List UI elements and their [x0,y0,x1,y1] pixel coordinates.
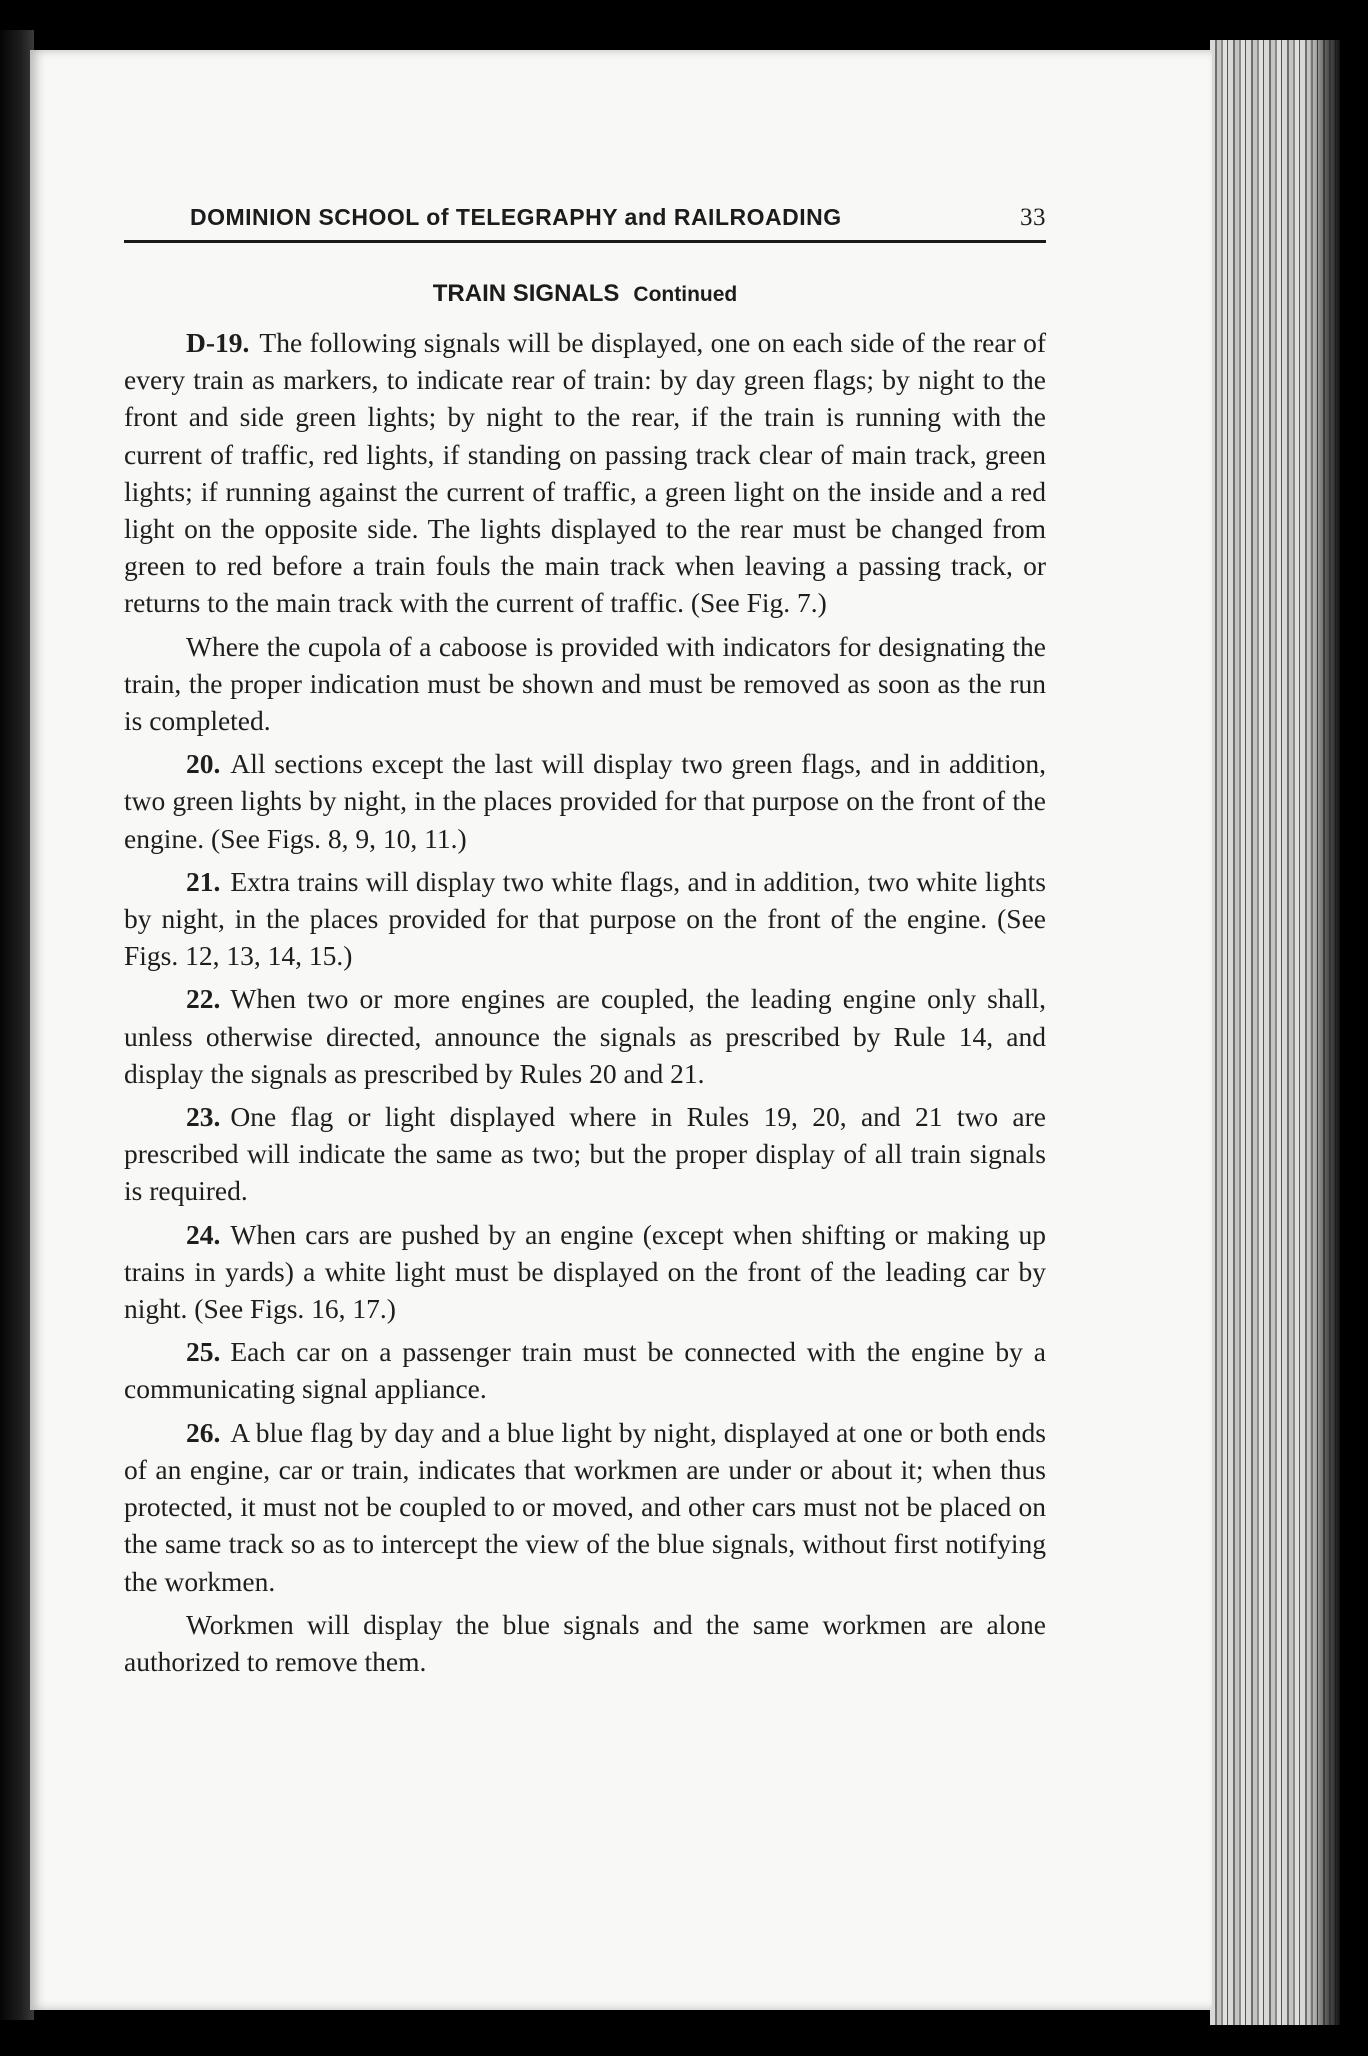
paragraph-text: Extra trains will display two white flags, and in addition, two white lights by night, in the places provided for that purpose on the front of the engine. (See Figs. 12, 13, 14, 15.) [124,865,1046,972]
paragraph-rule-19 [124,324,1046,622]
paragraph-rule-20 [124,745,1046,857]
rule-number: 25. [186,1336,221,1368]
header-rule [124,240,1046,243]
running-header [190,200,1046,236]
paragraph-text: When cars are pushed by an engine (except when shifting or making up trains in yards) a white light must be displayed on the front of the leading car by night. (See Figs. 16, 17.) [124,1218,1046,1325]
book-page-edges [1210,40,1340,2025]
paragraph-rule-26 [124,1414,1046,1600]
paragraph-text: When two or more engines are coupled, the leading engine only shall, unless otherwise directed, announce the signals as prescribed by Rule 14, and display the signals as prescribed by Rules 20 and 21. [124,983,1046,1089]
page-number: 33 [1020,204,1046,231]
rule-number: 22. [186,983,221,1015]
paragraph-text: The following signals will be displayed, one on each side of the rear of every train as markers, to indicate rear of train: by day green flags; by night to the front and side green lights; by night to the rear, if the train is running with the current of traffic, red lights, if standing on passing track clear of main track, green lights; if running against the current of traffic, a green light on the inside and a red light on the opposite side. The lights displayed to the rear must be changed from green to red before a train fouls the main track when leaving a passing track, or returns to the main track with the current of traffic. (See Fig. 7.) [124,327,1046,619]
paragraph-rule-19-cupola [124,628,1046,740]
section-title-text: TRAIN SIGNALS [432,280,620,307]
rule-number: 21. [186,865,221,897]
book-spine-shadow [0,30,34,2020]
paragraph-rule-22 [124,980,1046,1092]
paragraph-rule-25 [124,1333,1046,1407]
paragraph-rule-23 [124,1098,1046,1210]
body-text [124,324,1046,1686]
paragraph-text: All sections except the last will display two green flags, and in addition, two green lights by night, in the places provided for that purpose on the front of the engine. (See Figs. 8, 9, 10, 11.) [124,748,1046,854]
section-continued-label: Continued [633,283,738,306]
rule-number: 23. [186,1101,221,1133]
paragraph-text: Where the cupola of a caboose is provided with indicators for designating the train, the proper indication must be shown and must be removed as soon as the run is completed. [124,630,1046,737]
section-title [124,280,1046,308]
paragraph-text: Each car on a passenger train must be connected with the engine by a communicating signal appliance. [124,1336,1046,1405]
paragraph-text: Workmen will display the blue signals and the same workmen are alone authorized to remove them. [124,1608,1046,1677]
paragraph-rule-24 [124,1216,1046,1328]
rule-number: D-19. [186,327,250,358]
paragraph-text: One flag or light displayed where in Rules 19, 20, and 21 two are prescribed will indicate the same as two; but the proper display of all train signals is required. [124,1101,1046,1207]
paragraph-rule-26-workmen [124,1606,1046,1680]
rule-number: 20. [186,748,221,780]
rule-number: 26. [186,1416,221,1448]
rule-number: 24. [186,1218,221,1250]
paragraph-rule-21 [124,863,1046,975]
paragraph-text: A blue flag by day and a blue light by night, displayed at one or both ends of an engine, car or train, indicates that workmen are under or about it; when thus protected, it must not be coupled to or moved, and other cars must not be placed on the same track so as to intercept the view of the blue signals, without first notifying the workmen. [124,1416,1046,1597]
running-header-title: DOMINION SCHOOL of TELEGRAPHY and RAILROADING [190,204,842,230]
